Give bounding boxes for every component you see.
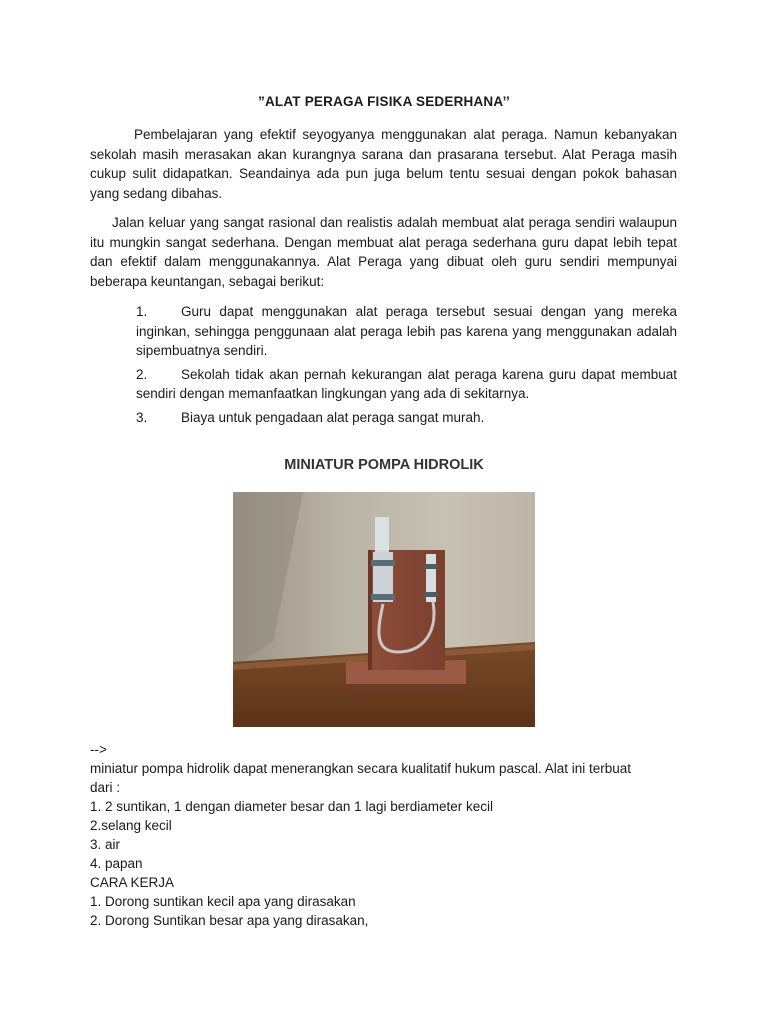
solution-paragraph: Jalan keluar yang sangat rasional dan realistis adalah membuat alat peraga sendiri walaupun itu mungkin sangat sederhana. Dengan membuat alat peraga sederhana guru dapat lebih tepat dan efektif dalam menggunakannya. Alat Peraga yang dibuat oleh guru sendiri mempunyai beberapa keuntangan, sebagai berikut: bbox=[90, 215, 677, 289]
intro-paragraph: Pembelajaran yang efektif seyogyanya menggunakan alat peraga. Namun kebanyakan sekolah masih merasakan akan kurangnya sarana dan prasarana tersebut. Alat Peraga masih cukup sulit didapatkan. Seandainya ada pun juga belum tentu sesuai dengan pokok bahasan yang sedang dibahas. bbox=[90, 127, 677, 201]
list-text: Biaya untuk pengadaan alat peraga sangat murah. bbox=[181, 409, 485, 425]
list-text: Guru dapat menggunakan alat peraga tersebut sesuai dengan yang mereka inginkan, sehingga penggunaan alat peraga lebih pas karena yang menggunakan adalah sipembuatnya sendiri. bbox=[136, 304, 677, 358]
advantages-list bbox=[136, 302, 677, 431]
arrow-line: --> bbox=[90, 742, 107, 757]
list-item bbox=[136, 408, 677, 428]
material-line: 4. papan bbox=[90, 856, 143, 871]
description-line: miniatur pompa hidrolik dapat menerangkan secara kualitatif hukum pascal. Alat ini terbuat bbox=[90, 761, 632, 776]
list-number: 3. bbox=[136, 409, 148, 425]
description-line: dari : bbox=[90, 780, 121, 795]
instructions-text bbox=[90, 740, 690, 930]
section-title: MINIATUR POMPA HIDROLIK bbox=[284, 457, 484, 473]
material-line: 2.selang kecil bbox=[90, 818, 172, 833]
procedure-line: 2. Dorong Suntikan besar apa yang dirasakan, bbox=[90, 913, 369, 928]
procedure-line: 1. Dorong suntikan kecil apa yang dirasakan bbox=[90, 894, 356, 909]
list-item bbox=[136, 302, 677, 361]
hydraulic-pump-photo bbox=[233, 492, 535, 727]
list-number: 1. bbox=[136, 304, 148, 319]
material-line: 1. 2 suntikan, 1 dengan diameter besar dan 1 lagi berdiameter kecil bbox=[90, 799, 493, 814]
document-title: ”ALAT PERAGA FISIKA SEDERHANA’’ bbox=[258, 94, 510, 109]
material-line: 3. air bbox=[90, 837, 121, 852]
list-item bbox=[136, 365, 677, 404]
procedure-heading: CARA KERJA bbox=[90, 875, 175, 890]
list-text: Sekolah tidak akan pernah kekurangan alat peraga karena guru dapat membuat sendiri dengan memanfaatkan lingkungan yang ada di sekitarnya. bbox=[136, 366, 677, 401]
list-number: 2. bbox=[136, 366, 148, 382]
